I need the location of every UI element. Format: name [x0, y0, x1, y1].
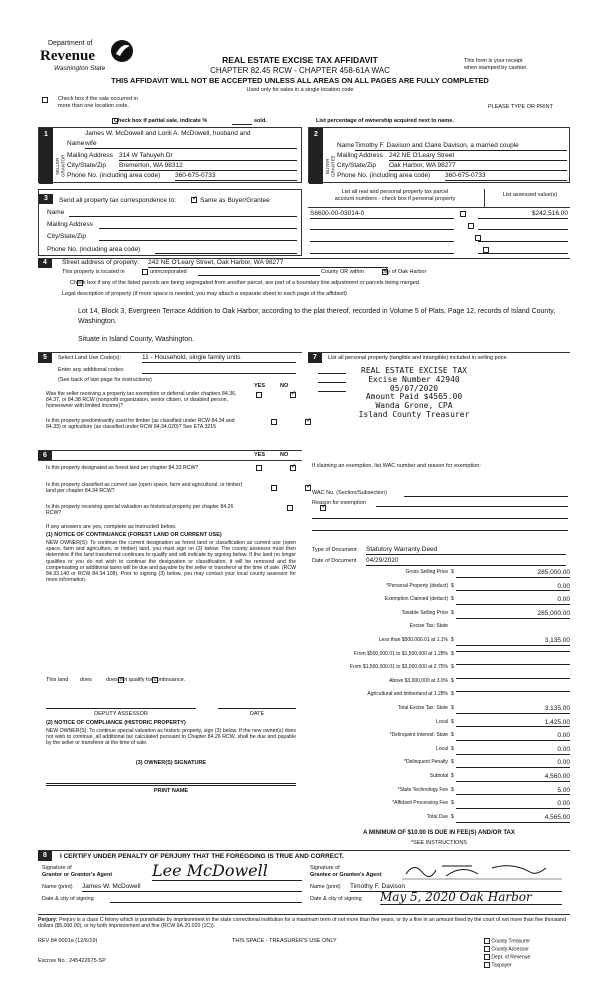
seller-section	[38, 127, 302, 183]
section-1-number: 1	[39, 130, 53, 140]
section-7-number: 7	[308, 353, 322, 363]
tax-row	[308, 596, 570, 607]
tax-row	[308, 705, 570, 716]
corr-city-label: City/State/Zip	[47, 233, 87, 240]
section-5-number: 5	[38, 353, 52, 363]
sec6-no-head: NO	[280, 452, 289, 458]
seller-side-label: SELLER GRANTOR	[55, 154, 66, 178]
tax-row-label: *State Technology Fee	[397, 786, 448, 793]
tax-row-dollar: $	[451, 786, 454, 793]
tax-row-value[interactable]: 5.00	[456, 787, 570, 796]
sec6-yes-head: YES	[254, 452, 266, 458]
tax-row	[308, 610, 570, 621]
tax-row-dollar: $	[451, 650, 454, 657]
sec5-q2-yes-checkbox[interactable]	[271, 419, 277, 425]
wac-field[interactable]	[404, 496, 568, 497]
seller-name-line2[interactable]: wife	[85, 140, 297, 149]
grantee-sig-label-1: Signature of	[310, 865, 340, 871]
parcel-2-assessed[interactable]	[478, 229, 568, 230]
tax-row-dollar: $	[451, 800, 454, 807]
tax-row	[308, 678, 570, 689]
legal-label: Legal description of property (if more space is needed, you may attach a separate sheet to each page of the affidavit)	[62, 291, 347, 297]
doc-type[interactable]: Statutory Warranty Deed	[366, 546, 566, 555]
grantee-date-city[interactable]: May 5, 2020 Oak Harbor	[380, 890, 562, 905]
parcel-section	[308, 189, 570, 256]
partial-sale-sold: sold.	[254, 118, 267, 124]
seller-addr-label: Mailing Address	[67, 152, 113, 159]
tax-row-label: Gross Selling Price	[405, 569, 448, 575]
section-8-number: 8	[38, 851, 52, 861]
form-title: REAL ESTATE EXCISE TAX AFFIDAVIT	[222, 55, 378, 65]
deputy-assessor-label: DEPUTY ASSESSOR	[94, 711, 148, 717]
tax-row	[308, 787, 570, 798]
if-yes-text: If any answers are yes, complete as instructed below.	[46, 524, 177, 530]
section-6-number: 6	[38, 451, 52, 461]
parcel-4-field[interactable]	[310, 253, 454, 254]
tax-row	[308, 759, 570, 770]
see-instructions: *SEE INSTRUCTIONS	[411, 840, 467, 846]
corr-name-field[interactable]	[69, 216, 297, 217]
sec6-q3-yes-checkbox[interactable]	[287, 505, 293, 511]
tax-row-dollar: $	[451, 677, 454, 684]
street-label: Street address of property:	[62, 259, 139, 266]
tax-row-dollar: $	[451, 718, 454, 725]
parcel-number[interactable]: S6600-00-03014-0	[310, 210, 454, 219]
tax-row-label: Agricultural and timberland at 1.28%	[367, 691, 448, 698]
tax-row-label: From $1,500,000.01 to $3,000,000 at 2.75%	[349, 664, 448, 671]
tax-row	[308, 664, 570, 675]
copy-treasurer-checkbox[interactable]	[484, 938, 490, 944]
stamp-line-3: 05/07/2020	[389, 383, 439, 393]
tax-row-label: *Personal Property (deduct)	[386, 582, 448, 589]
perjury-notice	[38, 914, 570, 929]
corr-text: Send all property tax correspondence to:	[59, 197, 177, 204]
tax-row-value[interactable]	[456, 678, 570, 679]
buyer-side-label: BUYER GRANTEE	[325, 155, 336, 177]
buyer-name-label: Name	[337, 142, 355, 149]
tax-row-label: Local	[436, 745, 448, 752]
same-as-buyer-label: Same as Buyer/Grantee	[200, 197, 270, 204]
tax-row-value[interactable]: 0.00	[456, 759, 570, 768]
receipt-line2: when stamped by cashier.	[464, 65, 528, 71]
sec6-q2-yes-checkbox[interactable]	[271, 485, 277, 491]
tax-row-value[interactable]: 0.00	[456, 732, 570, 741]
stamp-line-2: Excise Number 42940	[368, 374, 460, 384]
land-does-not-label: does not qualify for continuance.	[106, 677, 186, 683]
county-field[interactable]	[198, 275, 320, 276]
segregated-text: Check box if any of the listed parcels are being segregated from another parcel, are part of a boundary line adjustment or parcels being merged.	[70, 280, 421, 286]
tax-row-label: *Delinquent Interest: State	[389, 732, 448, 739]
copy-treasurer: County Treasurer	[491, 938, 531, 945]
tax-row	[308, 583, 570, 594]
notice-1-title: (1) NOTICE OF CONTINUANCE (FOREST LAND OR CURRENT USE)	[46, 532, 222, 538]
grantor-signature[interactable]: Lee McDowell	[152, 861, 302, 881]
property-section	[38, 258, 570, 348]
land-does-label: does	[80, 677, 92, 683]
escrow-number: Escrow No.: 245422675-SP	[38, 958, 106, 964]
tax-row-label: From $500,000.01 to $1,500,000 at 1.28%	[354, 650, 448, 657]
assessed-head: List assessed value(s)	[502, 192, 558, 198]
document-info	[308, 544, 570, 568]
treasurer-space: THIS SPACE - TREASURER'S USE ONLY	[232, 938, 337, 944]
tax-row	[308, 691, 570, 702]
partial-sale-pct[interactable]	[232, 124, 252, 125]
stamp-line-4: Amount Paid $4565.00	[365, 392, 463, 402]
owner-sig-label: (3) OWNER(S) SIGNATURE	[135, 760, 207, 766]
sec5-q2: Is this property predominantly used for timber (as classified under RCW 84.34 and 84.33) or agriculture (as classified under RCW 84.34.020)? See ETA 3215	[46, 418, 235, 431]
tax-row	[308, 732, 570, 743]
minimum-due: A MINIMUM OF $10.00 IS DUE IN FEE(S) AND/OR TAX	[363, 830, 515, 836]
tax-row-dollar: $	[451, 609, 454, 616]
copy-dor-checkbox[interactable]	[484, 954, 490, 960]
sec6-q3: Is this property receiving special valuation as historical property per chapter 84.26 RCW?	[46, 504, 234, 517]
print-name-label: PRINT NAME	[153, 788, 189, 794]
sec5-yes-head: YES	[254, 383, 266, 389]
copy-taxpayer-checkbox[interactable]	[484, 962, 490, 968]
deputy-date-label: DATE	[249, 711, 265, 717]
reason-field[interactable]	[376, 506, 568, 507]
corr-phone-label: Phone No. (including area code)	[47, 246, 141, 253]
tax-row-dollar: $	[451, 691, 454, 698]
parcel-3-field[interactable]	[310, 241, 454, 242]
tax-row-value[interactable]: 0.00	[456, 596, 570, 605]
tax-row	[308, 814, 570, 825]
reason-field-2[interactable]	[312, 518, 568, 519]
tax-row-label: Above $3,000,000 at 3.0%	[389, 677, 448, 684]
buyer-phone[interactable]: 360-675-0733	[445, 172, 567, 181]
tax-row-dollar: $	[451, 732, 454, 739]
tax-row-dollar: $	[451, 759, 454, 766]
personal-property-section	[308, 352, 570, 542]
multi-location-line2: more than one location code.	[58, 103, 129, 109]
copy-assessor: County Assessor	[491, 946, 529, 953]
treasurer-stamp	[354, 367, 474, 420]
sec6-q1: Is this property designated as forest land per chapter 84.33 RCW?	[46, 465, 199, 471]
perjury-text: Perjury is a class C felony which is punishable by imprisonment in the state correctional institution for a maximum term of not more than five years, or by a fine in an amount fixed by the court of not more than five thousand dollars ($5,000.00), or by both imprisonment and fine (RCW 9A.20.020 (1C)).	[38, 917, 566, 930]
tax-row-value[interactable]: 4,560.00	[456, 773, 570, 782]
form-chapter: CHAPTER 82.45 RCW - CHAPTER 458-61A WAC	[210, 66, 390, 75]
grantor-sig-label-2: Grantor or Grantor's Agent	[42, 872, 113, 878]
tax-row-label: Exemption Claimed (deduct)	[384, 596, 448, 603]
copy-distribution	[484, 938, 574, 970]
receipt-line1: This form is your receipt	[464, 58, 523, 64]
list-percentage-text: List percentage of ownership acquired next to name.	[316, 118, 454, 124]
sec6-q1-no-checkbox[interactable]	[290, 465, 296, 471]
tax-row-value[interactable]: 285,000.00	[456, 569, 570, 578]
doc-date-label: Date of Document	[312, 558, 357, 564]
correspondence-section	[38, 189, 302, 256]
buyer-phone-label: Phone No. (including area code)	[337, 172, 431, 179]
corr-city-field[interactable]	[99, 240, 297, 241]
partial-sale-text: Check box if partial sale, indicate %	[114, 118, 208, 124]
tax-row	[308, 746, 570, 757]
notice-2-title: (2) NOTICE OF COMPLIANCE (HISTORIC PROPERTY)	[46, 720, 186, 726]
tax-row-value[interactable]: 3,135.00	[456, 637, 570, 646]
tax-row-dollar: $	[451, 596, 454, 603]
land-use-section	[38, 352, 302, 450]
seller-phone[interactable]: 360-675-0733	[175, 172, 297, 181]
tax-row	[308, 569, 570, 580]
tax-row-label: *Affidavit Processing Fee	[392, 800, 448, 807]
sec5-q1-yes-checkbox[interactable]	[256, 392, 262, 398]
wac-label: WAC No. (Section/Subsection)	[312, 490, 387, 496]
grantor-date-label: Date & city of signing	[42, 896, 94, 902]
tax-row-value[interactable]	[456, 651, 570, 652]
form-sub: Used only for sales in a single location code	[246, 87, 354, 93]
seller-name-line1[interactable]: James W. McDowell and Lorili A. McDowell, husband and	[85, 130, 251, 137]
parcel-assessed-value[interactable]: $242,516.00	[478, 210, 568, 219]
parcel-2-personal-checkbox[interactable]	[468, 223, 474, 229]
tax-row-dollar: $	[451, 569, 454, 575]
tax-row-value[interactable]: 1,425.00	[456, 719, 570, 728]
tax-row-dollar: $	[451, 773, 454, 779]
stamp-line-5: Wanda Grone, CPA	[375, 401, 453, 411]
land-does-text: This land	[46, 677, 69, 683]
tax-row-value[interactable]	[456, 691, 570, 692]
tax-row-label: Subtotal	[429, 773, 448, 779]
city-label: city of Oak Harbor	[382, 269, 427, 275]
tax-row-value[interactable]	[456, 664, 570, 665]
tax-row	[308, 637, 570, 648]
section-4-number: 4	[38, 258, 52, 268]
legal-description[interactable]: Lot 14, Block 3, Evergreen Terrace Addition to Oak Harbor, according to the plat thereof, recorded in Volume 5 of Plats, Page 12, records of Island County, Washington.	[78, 308, 556, 326]
tax-row-value[interactable]: 0.00	[456, 746, 570, 755]
grantee-signature-icon[interactable]	[402, 860, 562, 880]
tax-row-value[interactable]: 3,135.00	[456, 705, 570, 714]
grantor-print-name[interactable]: James W. McDowell	[82, 883, 302, 892]
multi-location-checkbox[interactable]	[42, 97, 48, 103]
stamp-line-6: Island County Treasurer	[358, 409, 470, 419]
land-use-code[interactable]: 11 - Household, single family units	[142, 354, 296, 363]
tax-row-dollar: $	[451, 664, 454, 671]
certify-text: I CERTIFY UNDER PENALTY OF PERJURY THAT THE FOREGOING IS TRUE AND CORRECT.	[60, 853, 344, 860]
tax-row-value[interactable]: 285,000.00	[456, 610, 570, 619]
sec6-q2: Is this property classified as current use (open space, farm and agricultural, or timber) land per chapter 84.34 RCW?	[46, 482, 243, 495]
corr-phone-field[interactable]	[155, 253, 297, 254]
grantor-date-field[interactable]	[110, 902, 302, 903]
sec7-text: List all personal property (tangible and intangible) included in selling price.	[328, 355, 509, 361]
reason-label: Reason for exemption	[312, 500, 366, 506]
notice-1-text: NEW OWNER(S): To continue the current designation as forest land or classification as current use (open space, farm and agriculture, or timber) land, you must sign on (3) below. The county assessor must then determine if the land transferred continues to qualify and will indicate by signing below. If the land no longer qualifies or you do not wish to continue the designation or classification, it will be removed and the compensating or additional taxes will be due and payable by the seller or transferor at the time of sale. (RCW 84.33.140 or RCW 84.34.108). Prior to signing (3) below, you may contact your local county assessor for more information.	[46, 540, 296, 584]
reason-field-3[interactable]	[312, 530, 568, 531]
grantee-sig-label-2: Grantee or Grantee's Agent	[310, 872, 382, 878]
doc-type-label: Type of Document	[312, 547, 357, 553]
buyer-city-label: City/State/Zip	[337, 162, 377, 169]
tax-row-label: Less than $500,000.01 at 1.1%	[378, 637, 448, 643]
grantor-print-label: Name (print)	[42, 884, 73, 890]
sec5-q1-no-checkbox[interactable]	[290, 392, 296, 398]
unincorporated-checkbox[interactable]	[142, 269, 148, 275]
tax-row-label: Excise Tax: State	[409, 623, 448, 630]
section-2-number: 2	[309, 130, 323, 140]
buyer-section	[308, 127, 570, 183]
additional-codes-field[interactable]	[142, 373, 296, 374]
doc-date[interactable]: 04/29/2020	[366, 557, 566, 566]
sec5-no-head: NO	[280, 383, 289, 389]
logo-line1: Department of	[48, 40, 93, 47]
parcel-1-personal-checkbox[interactable]	[460, 211, 466, 217]
unincorporated-label: unincorporated	[150, 269, 187, 275]
tax-row-dollar: $	[451, 582, 454, 589]
parcel-head-1: List all real and personal property tax parcel	[341, 189, 449, 195]
tax-row-value[interactable]: 4,565.00	[456, 814, 570, 823]
tax-row-value[interactable]: 0.00	[456, 583, 570, 592]
form-revision: REV 84 0001a (12/6/19)	[38, 938, 98, 944]
property-street[interactable]: 242 NE O'Leary Street, Oak Harbor, WA 98277	[148, 259, 388, 268]
tax-row	[308, 623, 570, 634]
sec6-q1-yes-checkbox[interactable]	[256, 465, 262, 471]
county-or-within: County OR within	[321, 269, 364, 275]
tax-row	[308, 800, 570, 811]
notice-2-text: NEW OWNER(S): To continue special valuation as historic property, sign (3) below. If the new owner(s) does not wish to continue, all additional tax calculated pursuant to Chapter 84.26 RCW, shall be due and payable by the seller or transferor at the time of sale.	[46, 728, 296, 747]
land-use-label: Select Land Use Code(s):	[58, 355, 121, 361]
type-or-print: PLEASE TYPE OR PRINT	[488, 104, 554, 110]
perjury-label: Perjury:	[38, 917, 58, 923]
located-text: This property is located in	[62, 269, 125, 275]
corr-addr-label: Mailing Address	[47, 221, 93, 228]
section-3-number: 3	[39, 194, 53, 204]
see-back-text: (See back of last page for instructions)	[58, 377, 152, 383]
seller-addr[interactable]: 314 W Tahuyeh Dr	[119, 152, 297, 161]
tax-row-dollar: $	[451, 637, 454, 643]
continuance-section	[38, 450, 302, 845]
seller-city-label: City/State/Zip	[67, 162, 107, 169]
certification-section	[38, 850, 570, 912]
stamp-line-1: REAL ESTATE EXCISE TAX	[361, 366, 467, 375]
parcel-4-assessed[interactable]	[478, 253, 568, 254]
exemption-label: If claiming an exemption, list WAC number and reason for exemption:	[312, 463, 481, 469]
tax-row-dollar: $	[451, 745, 454, 752]
tax-row	[308, 773, 570, 784]
corr-name-label: Name	[47, 209, 65, 216]
additional-codes-label: Enter any additional codes:	[58, 367, 125, 373]
copy-assessor-checkbox[interactable]	[484, 946, 490, 952]
copy-dor: Dept. of Revenue	[491, 954, 531, 961]
logo-line3: Washington State	[54, 65, 106, 72]
form-notice: THIS AFFIDAVIT WILL NOT BE ACCEPTED UNLESS ALL AREAS ON ALL PAGES ARE FULLY COMPLETED	[111, 76, 489, 85]
parcel-2-field[interactable]	[310, 229, 454, 230]
tax-row-dollar: $	[451, 813, 454, 820]
buyer-addr-label: Mailing Address	[337, 152, 383, 159]
seller-name-label: Name	[67, 140, 85, 147]
tax-row-dollar: $	[451, 705, 454, 711]
tax-row-value[interactable]: 0.00	[456, 800, 570, 809]
corr-addr-field[interactable]	[99, 228, 297, 229]
parcel-3-assessed[interactable]	[478, 241, 568, 242]
grantee-date-label: Date & city of signing	[310, 896, 362, 902]
tax-row-label: *Delinquent Penalty	[404, 759, 448, 766]
tax-row-label: Taxable Selling Price	[401, 609, 448, 616]
buyer-addr[interactable]: 242 NE O'Leary Street	[389, 152, 567, 161]
parcel-head-2: account numbers - check box if personal property	[334, 196, 456, 202]
seller-phone-label: Phone No. (including area code)	[67, 172, 161, 179]
tax-row	[308, 651, 570, 662]
tax-row	[308, 719, 570, 730]
logo-line2: Revenue	[40, 48, 95, 64]
sec5-q1: Was the seller receiving a property tax exemption or deferral under chapters 84.36, 84.37, or 84.38 RCW (nonprofit organization, senior citizen, or disabled person, homeowner with limited income)?	[46, 391, 237, 410]
grantee-print-name[interactable]: Timothy F. Davison	[350, 883, 562, 892]
buyer-city[interactable]: Oak Harbor, WA 98277	[389, 162, 567, 171]
grantor-sig-label-1: Signature of	[42, 865, 72, 871]
same-as-buyer-checkbox[interactable]	[191, 197, 197, 203]
grantee-print-label: Name (print)	[310, 884, 341, 890]
multi-location-line1: Check box if the sale occurred in	[58, 96, 138, 102]
copy-taxpayer: Taxpayer	[491, 962, 512, 969]
seller-city[interactable]: Bremerton, WA 98312	[119, 162, 297, 171]
tax-row-label: Total Due	[426, 813, 448, 820]
buyer-name[interactable]: Timothy F. Davison and Claire Davison, a married couple	[355, 142, 567, 151]
tax-row-label: Local	[436, 718, 448, 725]
tax-row-label: Total Excise Tax: State	[397, 705, 448, 711]
situate-text: Situate in Island County, Washington.	[78, 336, 194, 343]
